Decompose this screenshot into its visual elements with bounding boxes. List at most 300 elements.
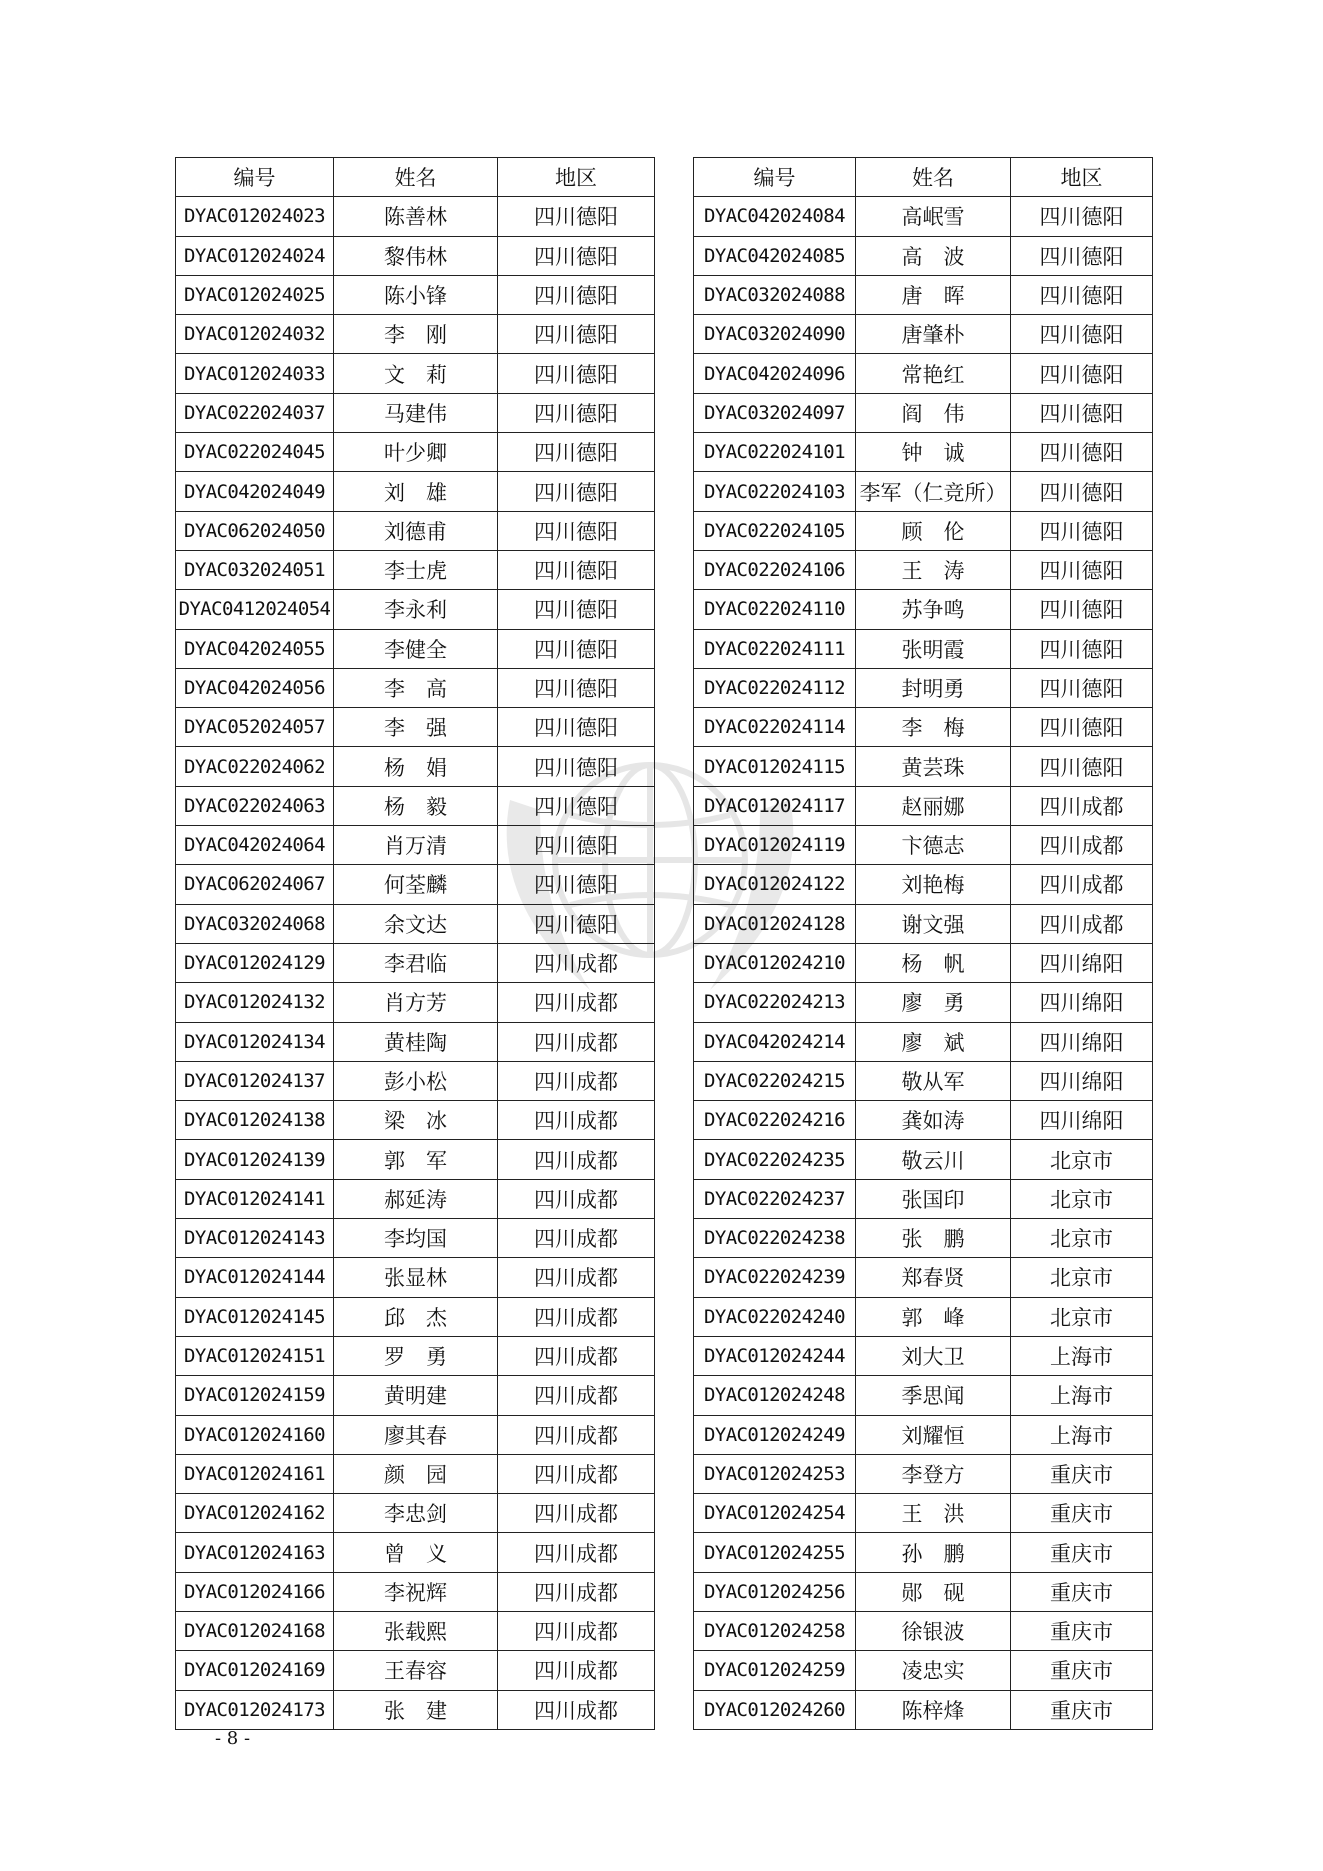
member-region-right: 四川德阳	[1011, 668, 1153, 707]
member-name-right: 王 洪	[856, 1494, 1011, 1533]
member-code-left: DYAC052024057	[176, 708, 334, 747]
member-code-right: DYAC022024238	[694, 1219, 856, 1258]
member-name-left: 黄桂陶	[334, 1022, 498, 1061]
header-code-right: 编号	[694, 158, 856, 197]
column-gap	[655, 1061, 694, 1100]
member-name-right: 郭 峰	[856, 1297, 1011, 1336]
member-region-left: 四川成都	[498, 1572, 655, 1611]
member-name-right: 赵丽娜	[856, 786, 1011, 825]
member-name-left: 叶少卿	[334, 433, 498, 472]
member-name-right: 李 梅	[856, 708, 1011, 747]
member-region-left: 四川成都	[498, 1494, 655, 1533]
member-name-right: 陈梓烽	[856, 1690, 1011, 1729]
member-region-left: 四川德阳	[498, 629, 655, 668]
member-code-left: DYAC012024159	[176, 1376, 334, 1415]
table-row	[176, 354, 1153, 393]
member-code-left: DYAC042024064	[176, 826, 334, 865]
table-row	[176, 629, 1153, 668]
member-region-right: 四川德阳	[1011, 197, 1153, 236]
member-region-left: 四川成都	[498, 1219, 655, 1258]
member-region-right: 重庆市	[1011, 1572, 1153, 1611]
member-code-right: DYAC022024110	[694, 590, 856, 629]
member-code-right: DYAC022024105	[694, 511, 856, 550]
member-code-left: DYAC042024056	[176, 668, 334, 707]
column-gap	[655, 472, 694, 511]
member-region-left: 四川成都	[498, 1454, 655, 1493]
member-name-left: 李 高	[334, 668, 498, 707]
member-region-right: 北京市	[1011, 1140, 1153, 1179]
member-code-right: DYAC012024256	[694, 1572, 856, 1611]
member-code-right: DYAC022024111	[694, 629, 856, 668]
member-code-left: DYAC012024033	[176, 354, 334, 393]
member-code-right: DYAC042024085	[694, 236, 856, 275]
member-code-right: DYAC012024117	[694, 786, 856, 825]
member-name-left: 廖其春	[334, 1415, 498, 1454]
table-row	[176, 1651, 1153, 1690]
member-code-right: DYAC022024106	[694, 550, 856, 589]
table-row	[176, 590, 1153, 629]
member-code-right: DYAC022024239	[694, 1258, 856, 1297]
header-name-right: 姓名	[856, 158, 1011, 197]
member-code-left: DYAC012024138	[176, 1101, 334, 1140]
member-code-right: DYAC042024096	[694, 354, 856, 393]
header-code-left: 编号	[176, 158, 334, 197]
member-region-left: 四川成都	[498, 1336, 655, 1375]
member-name-right: 杨 帆	[856, 943, 1011, 982]
member-region-left: 四川德阳	[498, 826, 655, 865]
member-name-right: 顾 伦	[856, 511, 1011, 550]
member-region-left: 四川成都	[498, 1297, 655, 1336]
member-region-right: 四川绵阳	[1011, 943, 1153, 982]
column-gap	[655, 197, 694, 236]
column-gap	[655, 1690, 694, 1729]
member-code-left: DYAC012024168	[176, 1611, 334, 1650]
member-name-left: 梁 冰	[334, 1101, 498, 1140]
member-name-left: 李忠剑	[334, 1494, 498, 1533]
table-row	[176, 1690, 1153, 1729]
member-region-left: 四川德阳	[498, 590, 655, 629]
member-region-right: 北京市	[1011, 1297, 1153, 1336]
member-name-left: 张载熙	[334, 1611, 498, 1650]
member-region-right: 四川德阳	[1011, 708, 1153, 747]
member-region-right: 四川德阳	[1011, 511, 1153, 550]
member-region-right: 四川德阳	[1011, 315, 1153, 354]
member-name-right: 廖 勇	[856, 983, 1011, 1022]
member-name-right: 唐 晖	[856, 275, 1011, 314]
member-name-right: 封明勇	[856, 668, 1011, 707]
member-name-right: 谢文强	[856, 904, 1011, 943]
member-name-left: 文 莉	[334, 354, 498, 393]
member-region-right: 上海市	[1011, 1376, 1153, 1415]
member-region-right: 四川德阳	[1011, 629, 1153, 668]
member-region-left: 四川德阳	[498, 354, 655, 393]
table-row	[176, 1022, 1153, 1061]
member-region-left: 四川成都	[498, 1258, 655, 1297]
column-gap	[655, 1219, 694, 1258]
member-name-left: 杨 娟	[334, 747, 498, 786]
table-header-row	[176, 158, 1153, 197]
column-gap	[655, 1101, 694, 1140]
table-row	[176, 550, 1153, 589]
member-code-right: DYAC012024128	[694, 904, 856, 943]
member-region-left: 四川德阳	[498, 786, 655, 825]
member-code-left: DYAC062024067	[176, 865, 334, 904]
member-name-left: 颜 园	[334, 1454, 498, 1493]
member-name-left: 曾 义	[334, 1533, 498, 1572]
member-name-right: 王 涛	[856, 550, 1011, 589]
member-code-right: DYAC012024244	[694, 1336, 856, 1375]
table-row	[176, 904, 1153, 943]
member-region-left: 四川德阳	[498, 315, 655, 354]
member-code-left: DYAC012024163	[176, 1533, 334, 1572]
member-code-left: DYAC012024145	[176, 1297, 334, 1336]
table-row	[176, 668, 1153, 707]
member-region-right: 四川德阳	[1011, 472, 1153, 511]
column-gap	[655, 629, 694, 668]
member-region-left: 四川德阳	[498, 275, 655, 314]
member-region-left: 四川成都	[498, 1179, 655, 1218]
member-region-right: 北京市	[1011, 1219, 1153, 1258]
member-name-right: 唐肇朴	[856, 315, 1011, 354]
member-code-left: DYAC012024169	[176, 1651, 334, 1690]
column-gap	[655, 983, 694, 1022]
member-code-left: DYAC062024050	[176, 511, 334, 550]
table-row	[176, 786, 1153, 825]
member-name-left: 李永利	[334, 590, 498, 629]
member-name-right: 徐银波	[856, 1611, 1011, 1650]
member-name-right: 刘艳梅	[856, 865, 1011, 904]
table-row	[176, 1494, 1153, 1533]
table-row	[176, 1219, 1153, 1258]
member-name-right: 苏争鸣	[856, 590, 1011, 629]
member-region-left: 四川成都	[498, 983, 655, 1022]
member-code-right: DYAC022024114	[694, 708, 856, 747]
column-gap	[655, 786, 694, 825]
column-gap	[655, 1140, 694, 1179]
member-region-left: 四川成都	[498, 1101, 655, 1140]
member-name-left: 马建伟	[334, 393, 498, 432]
member-name-right: 敬从军	[856, 1061, 1011, 1100]
member-code-right: DYAC042024084	[694, 197, 856, 236]
member-code-right: DYAC022024240	[694, 1297, 856, 1336]
member-region-right: 四川绵阳	[1011, 1101, 1153, 1140]
column-gap	[655, 1376, 694, 1415]
member-code-right: DYAC022024103	[694, 472, 856, 511]
member-code-left: DYAC022024045	[176, 433, 334, 472]
member-name-right: 李军（仁竞所）	[856, 472, 1011, 511]
column-gap	[655, 1572, 694, 1611]
column-gap	[655, 1297, 694, 1336]
member-name-right: 龚如涛	[856, 1101, 1011, 1140]
member-name-right: 孙 鹏	[856, 1533, 1011, 1572]
table-row	[176, 1140, 1153, 1179]
member-code-right: DYAC022024237	[694, 1179, 856, 1218]
member-name-left: 刘 雄	[334, 472, 498, 511]
column-gap	[655, 904, 694, 943]
member-region-left: 四川成都	[498, 1415, 655, 1454]
table-row	[176, 1454, 1153, 1493]
member-code-right: DYAC012024254	[694, 1494, 856, 1533]
member-code-left: DYAC042024049	[176, 472, 334, 511]
member-region-left: 四川德阳	[498, 668, 655, 707]
column-gap	[655, 590, 694, 629]
table-row	[176, 1572, 1153, 1611]
member-code-left: DYAC012024137	[176, 1061, 334, 1100]
table-row	[176, 197, 1153, 236]
column-gap	[655, 1336, 694, 1375]
member-code-right: DYAC032024090	[694, 315, 856, 354]
member-name-right: 高岷雪	[856, 197, 1011, 236]
member-region-left: 四川成都	[498, 1651, 655, 1690]
column-gap	[655, 943, 694, 982]
member-code-right: DYAC042024214	[694, 1022, 856, 1061]
column-gap	[655, 1494, 694, 1533]
table-row	[176, 1533, 1153, 1572]
member-name-left: 郭 军	[334, 1140, 498, 1179]
column-gap	[655, 1415, 694, 1454]
table-row	[176, 511, 1153, 550]
member-region-right: 四川德阳	[1011, 236, 1153, 275]
member-name-left: 李祝辉	[334, 1572, 498, 1611]
member-name-left: 李均国	[334, 1219, 498, 1258]
member-region-right: 四川德阳	[1011, 354, 1153, 393]
member-region-left: 四川成都	[498, 1140, 655, 1179]
member-region-right: 四川德阳	[1011, 550, 1153, 589]
column-gap	[655, 511, 694, 550]
member-region-right: 四川德阳	[1011, 433, 1153, 472]
member-name-right: 凌忠实	[856, 1651, 1011, 1690]
member-region-left: 四川德阳	[498, 904, 655, 943]
table-row	[176, 1415, 1153, 1454]
member-code-left: DYAC032024051	[176, 550, 334, 589]
table-row	[176, 433, 1153, 472]
member-code-left: DYAC012024141	[176, 1179, 334, 1218]
member-code-left: DYAC012024024	[176, 236, 334, 275]
column-gap	[655, 826, 694, 865]
member-name-right: 刘耀恒	[856, 1415, 1011, 1454]
column-gap	[655, 747, 694, 786]
table-row	[176, 708, 1153, 747]
member-name-right: 廖 斌	[856, 1022, 1011, 1061]
table-row	[176, 236, 1153, 275]
column-gap	[655, 1179, 694, 1218]
column-gap	[655, 275, 694, 314]
member-code-right: DYAC022024216	[694, 1101, 856, 1140]
column-gap	[655, 865, 694, 904]
member-name-right: 张国印	[856, 1179, 1011, 1218]
column-gap	[655, 1022, 694, 1061]
member-name-left: 张显林	[334, 1258, 498, 1297]
member-code-right: DYAC012024119	[694, 826, 856, 865]
column-gap	[655, 1651, 694, 1690]
table-row	[176, 1179, 1153, 1218]
member-name-right: 常艳红	[856, 354, 1011, 393]
member-name-left: 彭小松	[334, 1061, 498, 1100]
column-gap	[655, 158, 694, 197]
member-name-left: 肖方芳	[334, 983, 498, 1022]
member-code-left: DYAC012024173	[176, 1690, 334, 1729]
column-gap	[655, 1611, 694, 1650]
member-name-left: 李士虎	[334, 550, 498, 589]
column-gap	[655, 1258, 694, 1297]
header-region-right: 地区	[1011, 158, 1153, 197]
member-code-left: DYAC022024062	[176, 747, 334, 786]
member-region-left: 四川德阳	[498, 433, 655, 472]
member-region-right: 四川德阳	[1011, 275, 1153, 314]
member-code-left: DYAC012024129	[176, 943, 334, 982]
member-code-left: DYAC012024151	[176, 1336, 334, 1375]
table-row	[176, 943, 1153, 982]
member-code-right: DYAC022024213	[694, 983, 856, 1022]
member-name-right: 敬云川	[856, 1140, 1011, 1179]
member-name-left: 张 建	[334, 1690, 498, 1729]
column-gap	[655, 1454, 694, 1493]
column-gap	[655, 236, 694, 275]
member-code-right: DYAC012024260	[694, 1690, 856, 1729]
member-region-right: 重庆市	[1011, 1454, 1153, 1493]
roster-body	[176, 197, 1153, 1730]
table-row	[176, 1061, 1153, 1100]
column-gap	[655, 668, 694, 707]
column-gap	[655, 393, 694, 432]
member-code-right: DYAC032024088	[694, 275, 856, 314]
member-region-right: 上海市	[1011, 1336, 1153, 1375]
member-name-left: 余文达	[334, 904, 498, 943]
member-code-right: DYAC022024101	[694, 433, 856, 472]
column-gap	[655, 1533, 694, 1572]
member-code-left: DYAC012024161	[176, 1454, 334, 1493]
member-region-right: 重庆市	[1011, 1611, 1153, 1650]
member-region-left: 四川德阳	[498, 550, 655, 589]
member-code-left: DYAC0412024054	[176, 590, 334, 629]
table-row	[176, 826, 1153, 865]
member-code-left: DYAC012024134	[176, 1022, 334, 1061]
member-region-right: 重庆市	[1011, 1533, 1153, 1572]
table-row	[176, 472, 1153, 511]
member-code-right: DYAC012024253	[694, 1454, 856, 1493]
column-gap	[655, 433, 694, 472]
member-name-left: 李君临	[334, 943, 498, 982]
member-code-right: DYAC012024115	[694, 747, 856, 786]
member-region-right: 四川绵阳	[1011, 1061, 1153, 1100]
table-row	[176, 393, 1153, 432]
table-row	[176, 747, 1153, 786]
member-region-left: 四川成都	[498, 1061, 655, 1100]
member-name-left: 黎伟林	[334, 236, 498, 275]
page-number: - 8 -	[215, 1728, 251, 1749]
member-code-right: DYAC012024255	[694, 1533, 856, 1572]
member-name-left: 陈小锋	[334, 275, 498, 314]
member-code-right: DYAC022024235	[694, 1140, 856, 1179]
member-name-right: 钟 诚	[856, 433, 1011, 472]
member-code-right: DYAC032024097	[694, 393, 856, 432]
member-code-left: DYAC042024055	[176, 629, 334, 668]
member-name-left: 李健全	[334, 629, 498, 668]
member-region-left: 四川成都	[498, 1611, 655, 1650]
table-row	[176, 1611, 1153, 1650]
member-code-right: DYAC022024215	[694, 1061, 856, 1100]
member-region-left: 四川德阳	[498, 511, 655, 550]
member-region-right: 重庆市	[1011, 1494, 1153, 1533]
table-row	[176, 1297, 1153, 1336]
member-region-left: 四川成都	[498, 1376, 655, 1415]
member-name-left: 刘德甫	[334, 511, 498, 550]
member-code-right: DYAC012024122	[694, 865, 856, 904]
member-name-left: 李 刚	[334, 315, 498, 354]
member-name-right: 阎 伟	[856, 393, 1011, 432]
member-code-left: DYAC012024139	[176, 1140, 334, 1179]
member-name-right: 李登方	[856, 1454, 1011, 1493]
member-region-left: 四川德阳	[498, 708, 655, 747]
column-gap	[655, 550, 694, 589]
member-name-right: 高 波	[856, 236, 1011, 275]
member-region-left: 四川成都	[498, 1022, 655, 1061]
member-region-right: 四川德阳	[1011, 590, 1153, 629]
member-name-right: 张明霞	[856, 629, 1011, 668]
member-region-left: 四川德阳	[498, 393, 655, 432]
member-region-right: 上海市	[1011, 1415, 1153, 1454]
member-code-left: DYAC012024160	[176, 1415, 334, 1454]
member-region-right: 北京市	[1011, 1179, 1153, 1218]
member-region-left: 四川成都	[498, 943, 655, 982]
member-region-right: 四川德阳	[1011, 393, 1153, 432]
member-name-right: 郧 砚	[856, 1572, 1011, 1611]
member-name-right: 刘大卫	[856, 1336, 1011, 1375]
member-region-left: 四川德阳	[498, 197, 655, 236]
member-region-right: 四川成都	[1011, 904, 1153, 943]
member-code-right: DYAC022024112	[694, 668, 856, 707]
table-row	[176, 1101, 1153, 1140]
column-gap	[655, 708, 694, 747]
table-row	[176, 983, 1153, 1022]
member-name-right: 张 鹏	[856, 1219, 1011, 1258]
member-code-left: DYAC012024166	[176, 1572, 334, 1611]
header-name-left: 姓名	[334, 158, 498, 197]
header-region-left: 地区	[498, 158, 655, 197]
member-code-left: DYAC012024132	[176, 983, 334, 1022]
member-code-right: DYAC012024248	[694, 1376, 856, 1415]
member-code-right: DYAC012024259	[694, 1651, 856, 1690]
member-code-left: DYAC012024025	[176, 275, 334, 314]
member-region-left: 四川成都	[498, 1533, 655, 1572]
member-code-right: DYAC012024210	[694, 943, 856, 982]
member-region-left: 四川德阳	[498, 865, 655, 904]
member-name-left: 杨 毅	[334, 786, 498, 825]
member-region-left: 四川德阳	[498, 747, 655, 786]
member-code-right: DYAC012024258	[694, 1611, 856, 1650]
member-code-right: DYAC012024249	[694, 1415, 856, 1454]
member-name-left: 黄明建	[334, 1376, 498, 1415]
column-gap	[655, 354, 694, 393]
member-region-right: 重庆市	[1011, 1690, 1153, 1729]
member-name-left: 邱 杰	[334, 1297, 498, 1336]
member-name-right: 郑春贤	[856, 1258, 1011, 1297]
member-region-right: 四川成都	[1011, 865, 1153, 904]
table-row	[176, 1258, 1153, 1297]
member-name-left: 罗 勇	[334, 1336, 498, 1375]
member-name-left: 何荃麟	[334, 865, 498, 904]
table-row	[176, 315, 1153, 354]
member-code-left: DYAC012024032	[176, 315, 334, 354]
member-code-left: DYAC012024162	[176, 1494, 334, 1533]
member-name-left: 郝延涛	[334, 1179, 498, 1218]
member-name-left: 李 强	[334, 708, 498, 747]
member-code-left: DYAC012024143	[176, 1219, 334, 1258]
member-name-right: 季思闻	[856, 1376, 1011, 1415]
member-name-left: 肖万清	[334, 826, 498, 865]
table-row	[176, 1336, 1153, 1375]
member-code-left: DYAC012024023	[176, 197, 334, 236]
